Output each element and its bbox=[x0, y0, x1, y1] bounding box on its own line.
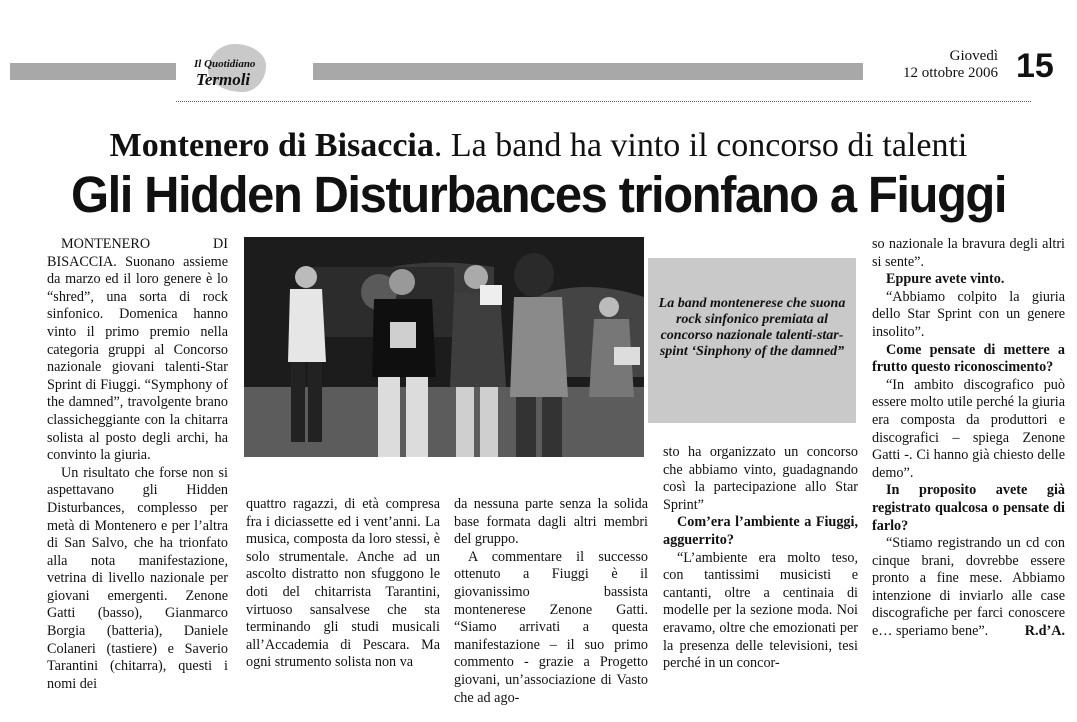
headline: Gli Hidden Disturbances trionfano a Fiuggi bbox=[70, 166, 1007, 223]
author-signature: R.d’A. bbox=[1024, 623, 1065, 640]
paragraph: “Abbiamo colpito la giuria dello Star Sprint con un genere insolito”. bbox=[872, 288, 1065, 340]
article-column-1 bbox=[47, 236, 228, 693]
paragraph: da nessuna parte senza la solida base formata dagli altri membri del gruppo. bbox=[454, 496, 648, 548]
paragraph: so nazionale la bravura degli altri si sente”. bbox=[872, 236, 1065, 270]
paragraph: MONTENERO DI BISACCIA. Suonano assieme da marzo ed il loro genere è lo “shred”, una sorta di rock sinfonico. Domenica hanno vinto il primo premio nella categoria gruppi al Concorso nazionale giovani talenti-Star Sprint di Fiuggi. “Symphony of the damned”, travolgente brano classicheggiante con la chitarra solista al posto degli archi, ha convinto la giuria. bbox=[47, 236, 228, 464]
page-number: 15 bbox=[1016, 47, 1054, 85]
paragraph: “In ambito discografico può essere molto utile perché la giuria era composta da produttori e discografici – spiega Zenone Gatti -. Ci hanno già chiesto delle demo”. bbox=[872, 376, 1065, 481]
photo-caption: La band montenerese che suona rock sinfonico premiata al concorso nazionale talenti-star-spint ‘Sinphony of the damned” bbox=[658, 296, 846, 359]
paragraph: Un risultato che forse non si aspettavano gli Hidden Disturbances, complesso per metà di Montenero e per l’altra di San Salvo, che ha trionfato alla nota manifestazione, vetrina di livello nazionale per giovani emergenti. Zenone Gatti (basso), Gianmarco Borgia (batteria), Daniele Colaneri (tastiere) e Saverio Tarantini (chitarra), questi i nomi dei bbox=[47, 464, 228, 692]
issue-date bbox=[880, 48, 998, 82]
paragraph: “L’ambiente era molto teso, con tantissimi musicisti e cantanti, oltre a centinaia di modelle per la sezione moda. Noi eravamo, oltre che emozionati per la presenza delle televisioni, tesi perché in un concor- bbox=[663, 549, 858, 672]
interview-question: Com’era l’ambiente a Fiuggi, agguerrito? bbox=[663, 514, 858, 548]
header-bar-left bbox=[10, 63, 176, 80]
paragraph: A commentare il successo ottenuto a Fiuggi è il giovanissimo bassista montenerese Zenone Gatti. “Siamo arrivati a questa manifestazione – il suo primo commento - grazie a Progetto giovani, un’associazione di Vasto che ad ago- bbox=[454, 548, 648, 706]
kicker-place: Montenero di Bisaccia bbox=[109, 127, 434, 164]
paragraph-text: “Stiamo registrando un cd con cinque brani, dovrebbe essere pronto a fine mese. Abbiamo intenzione di inviarlo alle case discografiche per farci conoscere e… speriamo bene”. bbox=[872, 535, 1065, 640]
masthead-small: Il Quotidiano bbox=[194, 58, 256, 70]
issue-full-date: 12 ottobre 2006 bbox=[903, 65, 998, 81]
photo-caption-box bbox=[648, 258, 856, 423]
article-column-5 bbox=[872, 236, 1065, 641]
interview-question: Eppure avete vinto. bbox=[886, 271, 1005, 288]
paragraph: quattro ragazzi, di età compresa fra i diciassette ed i vent’anni. La musica, composta da loro stessi, è solo strumentale. Anche ad un ascolto distratto non sfuggono le doti del chitarrista Tarantini, virtuoso sansalvese che sta terminando gli studi musicali all’Accademia di Pescara. Ma ogni strumento solista non va bbox=[246, 496, 440, 671]
kicker-rest: . La band ha vinto il concorso di talenti bbox=[433, 127, 968, 164]
masthead-big: Termoli bbox=[196, 70, 251, 89]
article-column-4 bbox=[663, 444, 858, 673]
issue-day: Giovedì bbox=[949, 48, 998, 64]
kicker bbox=[0, 126, 1077, 166]
article-column-3 bbox=[454, 496, 648, 707]
band-photo-illustration bbox=[244, 237, 644, 457]
header-divider bbox=[176, 101, 1031, 102]
article-column-2 bbox=[246, 496, 440, 672]
masthead-logo bbox=[188, 44, 288, 94]
band-photo bbox=[244, 237, 644, 457]
header-bar-right bbox=[313, 63, 863, 80]
interview-question: Come pensate di mettere a frutto questo riconoscimento? bbox=[872, 341, 1065, 376]
interview-question: In proposito avete già registrato qualcosa o pensate di farlo? bbox=[872, 482, 1065, 534]
paragraph bbox=[872, 535, 1065, 641]
paragraph: sto ha organizzato un concorso che abbiamo vinto, guadagnando così la partecipazione allo Star Sprint” bbox=[663, 444, 858, 513]
